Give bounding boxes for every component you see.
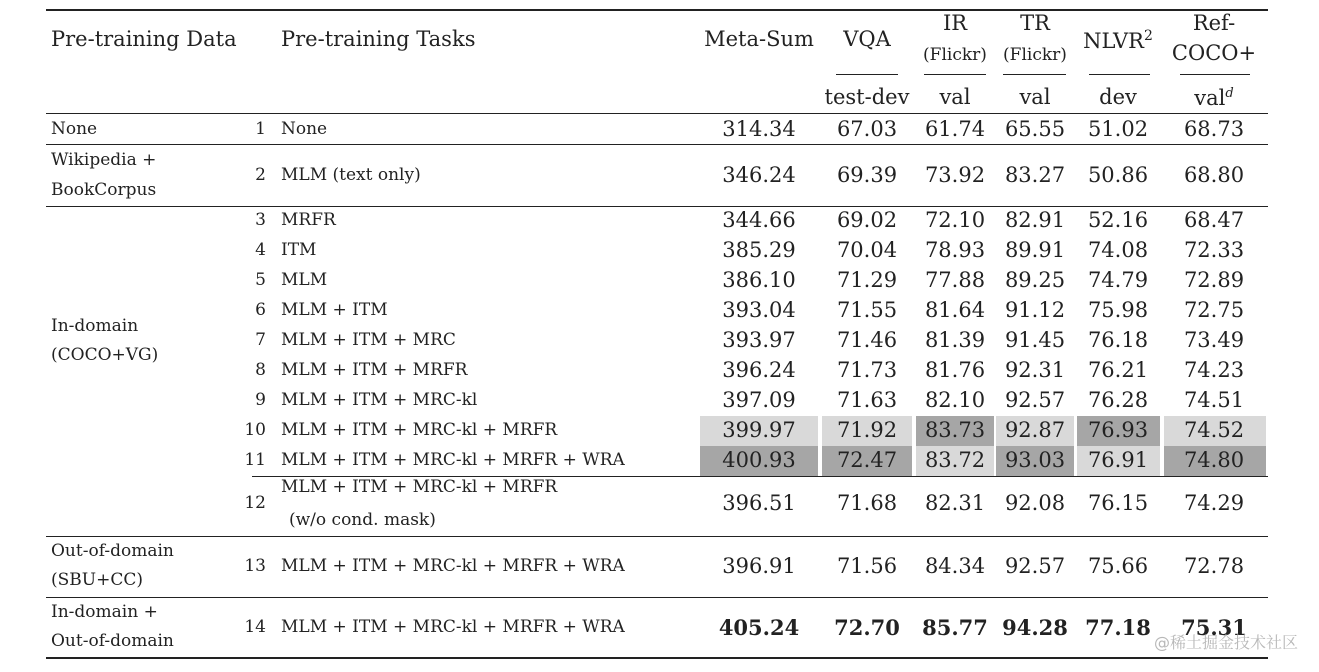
header-cmidrule (924, 74, 986, 75)
table-cell: 72.89 (1183, 268, 1245, 292)
table-cell: 92.57 (1004, 554, 1066, 578)
table-cell: 91.45 (1004, 328, 1066, 352)
table-cell: 71.56 (836, 554, 898, 578)
table-cell: 72.75 (1183, 298, 1245, 322)
bottom-rule (46, 657, 1268, 659)
table-cell: 71.46 (836, 328, 898, 352)
header-split-text: test-dev (824, 85, 910, 109)
header-split (1194, 87, 1233, 109)
row-number: 9 (255, 390, 266, 410)
row-task: MLM + ITM (281, 300, 388, 320)
table-cell: 74.29 (1183, 491, 1245, 515)
table-cell: 314.34 (722, 117, 796, 141)
row-task: ITM (281, 240, 317, 260)
row-number: 12 (244, 493, 266, 513)
table-cell: 61.74 (924, 117, 986, 141)
table-cell: 89.91 (1004, 238, 1066, 262)
header-split-text: val (1019, 85, 1051, 109)
row-number: 8 (255, 360, 266, 380)
header-cmidrule (836, 74, 898, 75)
table-cell: 68.73 (1183, 117, 1245, 141)
table-cell: 74.80 (1183, 448, 1245, 472)
table-cell: 346.24 (722, 163, 796, 187)
table-cell: 92.08 (1004, 491, 1066, 515)
table-cell: 83.27 (1004, 163, 1066, 187)
table-cell: 67.03 (836, 117, 898, 141)
row-task: MLM + ITM + MRC-kl + MRFR + WRA (281, 617, 625, 637)
table-cell: 71.29 (836, 268, 898, 292)
header-refcoco-line2: COCO+ (1171, 41, 1257, 65)
table-cell: 85.77 (922, 615, 988, 640)
table-cell: 52.16 (1087, 208, 1149, 232)
group-label: None (51, 119, 98, 139)
table-cell: 72.70 (834, 615, 900, 640)
table-cell: 393.04 (722, 298, 796, 322)
table-cell: 71.68 (836, 491, 898, 515)
table-cell: 78.93 (924, 238, 986, 262)
header-tr: TR (1020, 11, 1050, 35)
table-cell: 72.47 (836, 448, 898, 472)
row-task: MLM + ITM + MRC-kl + MRFR (281, 420, 558, 440)
table-cell: 82.10 (924, 388, 986, 412)
group-label: BookCorpus (51, 180, 157, 200)
table-cell: 75.98 (1087, 298, 1149, 322)
top-rule (46, 9, 1268, 11)
row-number: 7 (255, 330, 266, 350)
row-number: 6 (255, 300, 266, 320)
table-cell: 77.88 (924, 268, 986, 292)
table-cell: 82.31 (924, 491, 986, 515)
table-cell: 72.78 (1183, 554, 1245, 578)
header-nlvr (1083, 29, 1153, 52)
header-split-text: val (1194, 86, 1226, 110)
table-cell: 71.73 (836, 358, 898, 382)
table-cell: 76.93 (1087, 418, 1149, 442)
header-split-text: val (939, 85, 971, 109)
table-cell: 65.55 (1004, 117, 1066, 141)
group-label: In-domain (51, 316, 139, 336)
header-pretraining-tasks: Pre-training Tasks (281, 27, 476, 51)
row-task: MLM + ITM + MRC-kl + MRFR + WRA (281, 556, 625, 576)
header-pretraining-data: Pre-training Data (51, 27, 237, 51)
header-ir: IR (942, 11, 968, 35)
table-cell: 73.92 (924, 163, 986, 187)
table-cell: 386.10 (722, 268, 796, 292)
table-cell: 92.57 (1004, 388, 1066, 412)
row-task: None (281, 119, 328, 139)
table-cell: 84.34 (924, 554, 986, 578)
header-vqa: VQA (843, 27, 891, 51)
table-cell: 396.24 (722, 358, 796, 382)
table-cell: 83.73 (924, 418, 986, 442)
row-task: MLM + ITM + MRC (281, 330, 456, 350)
table-cell: 71.92 (836, 418, 898, 442)
row-task: MLM + ITM + MRC-kl (281, 390, 478, 410)
table-cell: 81.64 (924, 298, 986, 322)
row-number: 3 (255, 210, 266, 230)
table-cell: 74.08 (1087, 238, 1149, 262)
table-cell: 396.51 (722, 491, 796, 515)
header-meta-sum: Meta-Sum (704, 27, 814, 51)
group-label: (COCO+VG) (51, 345, 159, 365)
table-cell: 77.18 (1085, 615, 1151, 640)
header-nlvr-sup: 2 (1143, 28, 1153, 44)
table-cell: 74.23 (1183, 358, 1245, 382)
header-nlvr-text: NLVR (1083, 29, 1144, 53)
table-cell: 82.91 (1004, 208, 1066, 232)
table-cell: 74.51 (1183, 388, 1245, 412)
table-cell: 93.03 (1004, 448, 1066, 472)
table-cell: 92.87 (1004, 418, 1066, 442)
table-cell: 69.02 (836, 208, 898, 232)
row-task: MLM (text only) (281, 165, 421, 185)
row-task: MLM + ITM + MRC-kl + MRFR + WRA (281, 450, 625, 470)
table-cell: 74.52 (1183, 418, 1245, 442)
table-cell: 385.29 (722, 238, 796, 262)
row-number: 4 (255, 240, 266, 260)
row-task: MLM + ITM + MRC-kl + MRFR (281, 477, 558, 497)
table-cell: 399.97 (722, 418, 796, 442)
table-cell: 68.47 (1183, 208, 1245, 232)
group-rule-1 (46, 144, 1268, 145)
header-cmidrule (1180, 74, 1250, 75)
header-tr-sub: (Flickr) (1003, 45, 1067, 65)
table-cell: 68.80 (1183, 163, 1245, 187)
table-cell: 397.09 (722, 388, 796, 412)
header-split (1099, 87, 1137, 108)
group-label: (SBU+CC) (51, 570, 143, 590)
header-refcoco-line1: Ref- (1192, 11, 1236, 35)
row-task: MLM (281, 270, 328, 290)
group-label: In-domain + (51, 602, 158, 622)
header-split (939, 87, 970, 108)
group-rule-4 (46, 597, 1268, 598)
row-number: 14 (244, 617, 266, 637)
row-number: 5 (255, 270, 266, 290)
header-split-text: dev (1099, 85, 1137, 109)
header-split-sup: d (1225, 86, 1234, 101)
row-task: MRFR (281, 210, 336, 230)
table-cell: 92.31 (1004, 358, 1066, 382)
row-task: MLM + ITM + MRFR (281, 360, 468, 380)
table-cell: 344.66 (722, 208, 796, 232)
table-cell: 89.25 (1004, 268, 1066, 292)
group-rule-2 (46, 206, 1268, 207)
table-cell: 71.63 (836, 388, 898, 412)
row-number: 13 (244, 556, 266, 576)
header-split (1019, 87, 1050, 108)
table-cell: 76.21 (1087, 358, 1149, 382)
table-cell: 81.76 (924, 358, 986, 382)
header-ir-sub: (Flickr) (923, 45, 987, 65)
table-cell: 71.55 (836, 298, 898, 322)
header-cmidrule (1003, 74, 1066, 75)
table-cell: 72.10 (924, 208, 986, 232)
table-cell: 51.02 (1087, 117, 1149, 141)
group-label: Out-of-domain (51, 631, 174, 651)
table-cell: 94.28 (1002, 615, 1068, 640)
table-cell: 73.49 (1183, 328, 1245, 352)
table-cell: 76.91 (1087, 448, 1149, 472)
row-number: 2 (255, 165, 266, 185)
table-cell: 83.72 (924, 448, 986, 472)
table-cell: 76.15 (1087, 491, 1149, 515)
row-task-note: (w/o cond. mask) (289, 510, 436, 530)
header-cmidrule (1089, 74, 1150, 75)
table-cell: 76.28 (1087, 388, 1149, 412)
table-cell: 75.66 (1087, 554, 1149, 578)
table-cell: 76.18 (1087, 328, 1149, 352)
table-cell: 400.93 (722, 448, 796, 472)
table-cell: 50.86 (1087, 163, 1149, 187)
group-label: Wikipedia + (51, 150, 157, 170)
table-cell: 75.31 (1181, 615, 1247, 640)
header-split (825, 87, 910, 108)
table-cell: 81.39 (924, 328, 986, 352)
table-cell: 72.33 (1183, 238, 1245, 262)
row-number: 1 (255, 119, 266, 139)
row-number: 10 (244, 420, 266, 440)
table-cell: 70.04 (836, 238, 898, 262)
row-number: 11 (244, 450, 266, 470)
group-rule-3 (46, 536, 1268, 537)
header-bottom-rule (46, 113, 1268, 114)
watermark: @稀土掘金技术社区 (1154, 633, 1299, 652)
table-cell: 393.97 (722, 328, 796, 352)
table-cell: 69.39 (836, 163, 898, 187)
table-cell: 91.12 (1004, 298, 1066, 322)
table-cell: 74.79 (1087, 268, 1149, 292)
group-label: Out-of-domain (51, 541, 174, 561)
table-cell: 405.24 (718, 615, 800, 640)
table-cell: 396.91 (722, 554, 796, 578)
